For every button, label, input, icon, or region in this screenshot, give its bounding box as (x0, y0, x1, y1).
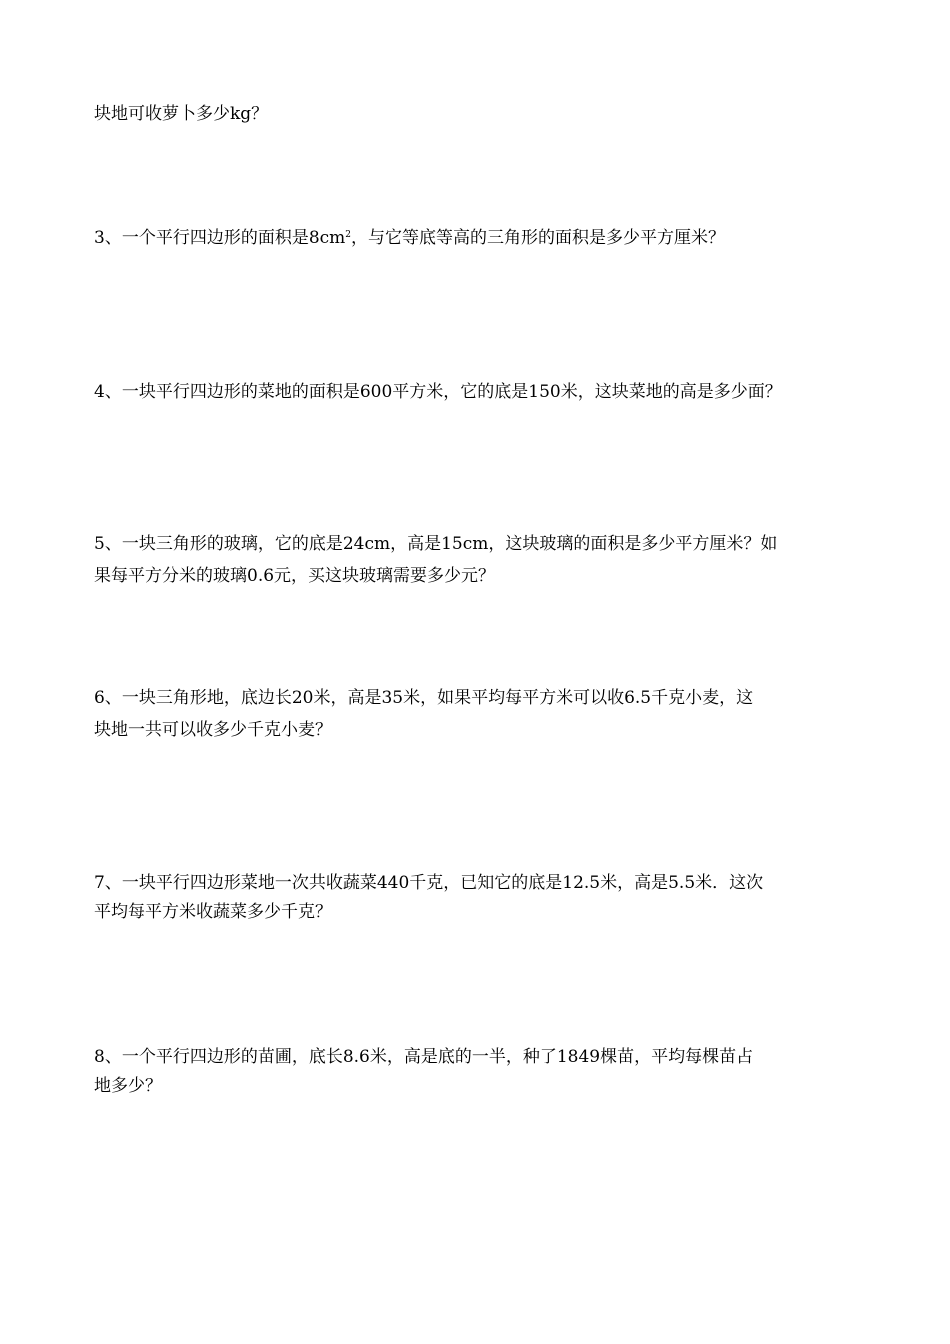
problem-3-superscript: 2 (345, 230, 352, 240)
problem-5-line-1: 5、一块三角形的玻璃，它的底是24cm，高是15cm，这块玻璃的面积是多少平方厘米？如 (94, 534, 778, 554)
problem-7-line-1: 7、一块平行四边形菜地一次共收蔬菜440千克，已知它的底是12.5米，高是5.5米．这次 (94, 873, 764, 893)
problem-7-line-2: 平均每平方米收蔬菜多少千克？ (94, 902, 332, 922)
problem-8-line-2: 地多少？ (94, 1076, 162, 1096)
problem-6-line-1: 6、一块三角形地，底边长20米，高是35米，如果平均每平方米可以收6.5千克小麦，这 (94, 688, 754, 708)
problem-3-text-b: ，与它等底等高的三角形的面积是多少平方厘米？ (351, 228, 726, 248)
problem-5-line-2: 果每平方分米的玻璃0.6元，买这块玻璃需要多少元？ (94, 566, 496, 586)
problem-6-line-2: 块地一共可以收多少千克小麦？ (94, 720, 332, 740)
continuation-line: 块地可收萝卜多少kg？ (94, 104, 269, 124)
problem-4-line-1: 4、一块平行四边形的菜地的面积是600平方米，它的底是150米，这块菜地的高是多少面？ (94, 382, 782, 402)
problem-3-line-1 (94, 227, 725, 249)
problem-3-text-a: 3、一个平行四边形的面积是8cm (94, 228, 346, 248)
problem-8-line-1: 8、一个平行四边形的苗圃，底长8.6米，高是底的一半，种了1849棵苗，平均每棵苗占 (94, 1047, 754, 1067)
